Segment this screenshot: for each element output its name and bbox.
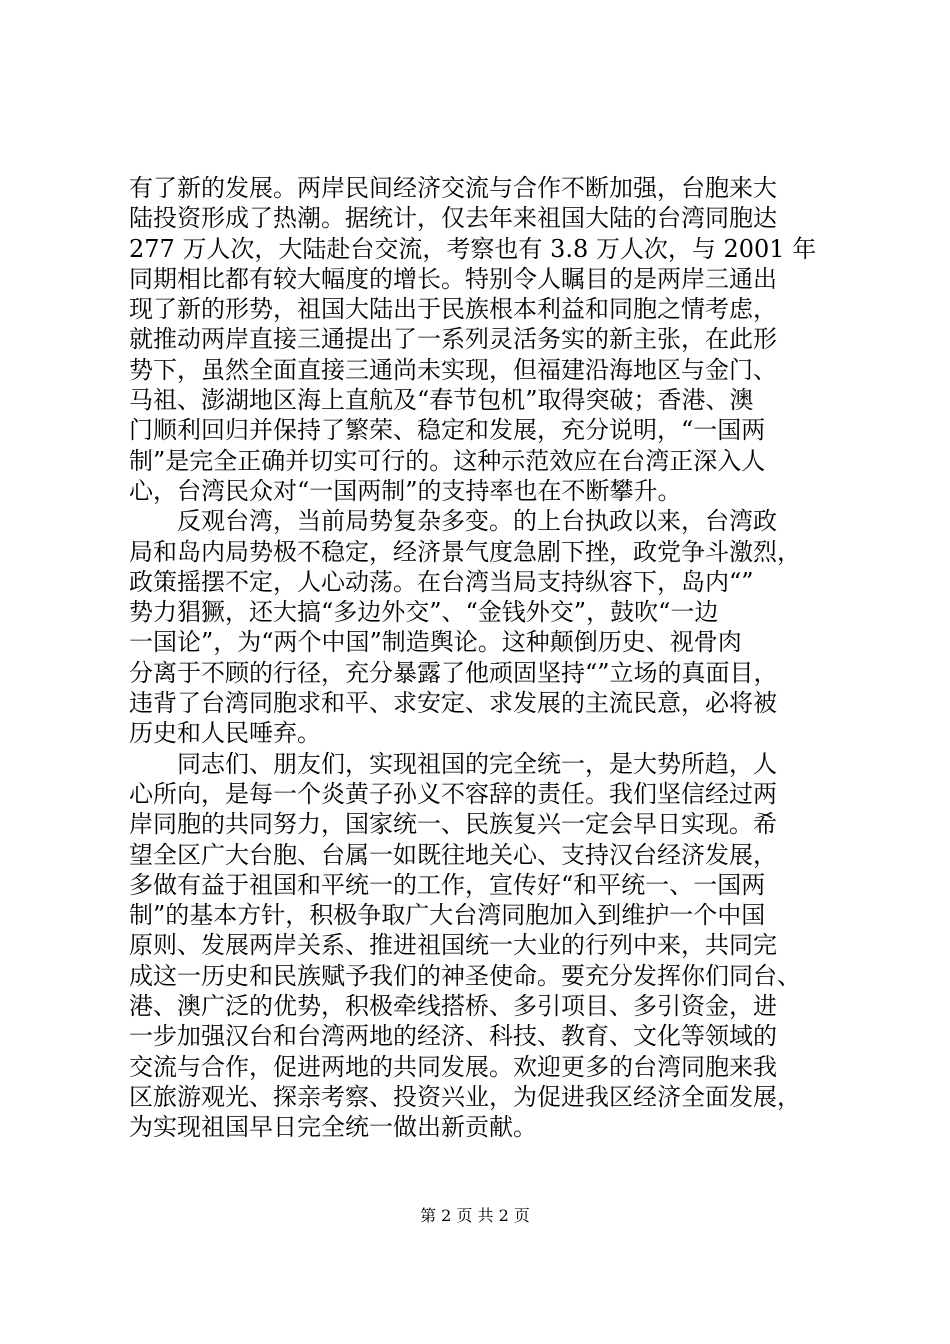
text-line: 心所向，是每一个炎黄子孙义不容辞的责任。我们坚信经过两	[129, 779, 777, 808]
text-line: 成这一历史和民族赋予我们的神圣使命。要充分发挥你们同台、	[129, 961, 801, 990]
text-line: 就推动两岸直接三通提出了一系列灵活务实的新主张，在此形	[129, 325, 777, 354]
text-line: 违背了台湾同胞求和平、求安定、求发展的主流民意，必将被	[129, 689, 777, 718]
document-body	[129, 173, 839, 1143]
text-line: 望全区广大台胞、台属一如既往地关心、支持汉台经济发展，	[129, 840, 777, 869]
text-line: 陆投资形成了热潮。据统计，仅去年来祖国大陆的台湾同胞达	[129, 204, 777, 233]
text-line: 心，台湾民众对“一国两制”的支持率也在不断攀升。	[129, 476, 682, 505]
text-line: 交流与合作，促进两地的共同发展。欢迎更多的台湾同胞来我	[129, 1052, 777, 1081]
text-line: 有了新的发展。两岸民间经济交流与合作不断加强，台胞来大	[129, 174, 777, 202]
text-line: 同期相比都有较大幅度的增长。特别令人瞩目的是两岸三通出	[129, 264, 777, 293]
text-line: 为实现祖国早日完全统一做出新贡献。	[129, 1113, 537, 1142]
text-line: 势力猖獗，还大搞“多边外交”、“金钱外交”，鼓吹“一边	[129, 598, 719, 627]
text-line: 一国论”，为“两个中国”制造舆论。这种颠倒历史、视骨肉	[129, 628, 742, 657]
text-line: 区旅游观光、探亲考察、投资兴业，为促进我区经济全面发展，	[129, 1082, 801, 1111]
text-line: 同志们、朋友们，实现祖国的完全统一，是大势所趋，人	[129, 749, 777, 778]
text-line: 岸同胞的共同努力，国家统一、民族复兴一定会早日实现。希	[129, 810, 777, 839]
text-line: 马祖、澎湖地区海上直航及“春节包机”取得突破；香港、澳	[129, 386, 754, 415]
text-line: 政策摇摆不定，人心动荡。在台湾当局支持纵容下，岛内“”	[129, 567, 754, 596]
page-number-label: 第 2 页 共 2 页	[420, 1206, 530, 1225]
text-line: 现了新的形势，祖国大陆出于民族根本利益和同胞之情考虑，	[129, 295, 777, 324]
text-line: 门顺利回归并保持了繁荣、稳定和发展，充分说明，“一国两	[129, 416, 766, 445]
text-line: 势下，虽然全面直接三通尚未实现，但福建沿海地区与金门、	[129, 355, 777, 384]
text-line: 反观台湾，当前局势复杂多变。的上台执政以来，台湾政	[129, 507, 777, 536]
text-line: 港、澳广泛的优势，积极牵线搭桥、多引项目、多引资金，进	[129, 992, 777, 1021]
text-line: 制”的基本方针，积极争取广大台湾同胞加入到维护一个中国	[129, 901, 766, 930]
text-line: 多做有益于祖国和平统一的工作，宣传好“和平统一、一国两	[129, 870, 766, 899]
text-line: 历史和人民唾弃。	[129, 719, 321, 748]
text-line: 277 万人次，大陆赴台交流，考察也有 3.8 万人次，与 2001 年	[129, 234, 817, 263]
page-footer	[0, 1206, 950, 1226]
text-line: 分离于不顾的行径，充分暴露了他顽固坚持“”立场的真面目，	[129, 658, 778, 687]
text-line: 制”是完全正确并切实可行的。这种示范效应在台湾正深入人	[129, 446, 766, 475]
text-line: 一步加强汉台和台湾两地的经济、科技、教育、文化等领域的	[129, 1022, 777, 1051]
text-line: 局和岛内局势极不稳定，经济景气度急剧下挫，政党争斗激烈，	[129, 537, 801, 566]
text-line: 原则、发展两岸关系、推进祖国统一大业的行列中来，共同完	[129, 931, 777, 960]
